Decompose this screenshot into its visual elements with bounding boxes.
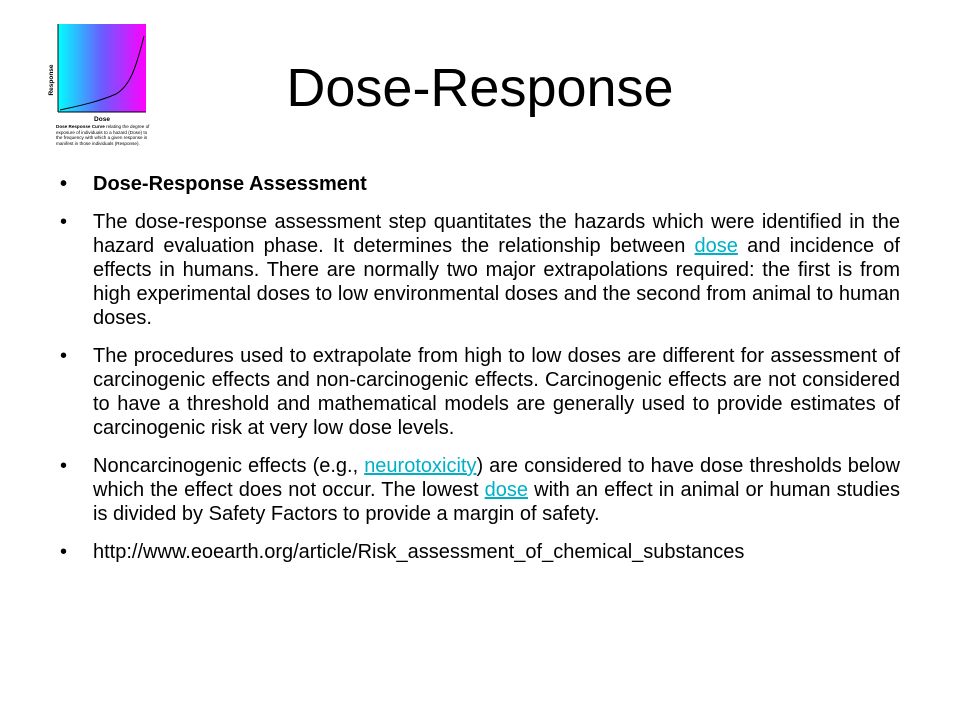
bullet-item [60, 454, 900, 526]
neurotoxicity-link[interactable]: neurotoxicity [364, 455, 477, 477]
dose-link[interactable]: dose [694, 235, 738, 257]
dose-link[interactable]: dose [484, 479, 529, 501]
thumbnail-x-label: Dose [94, 116, 110, 123]
bullet-item [60, 210, 900, 330]
bullet-text: with an effect in animal or human studies is divided by Safety Factors to provide a margin of safety. [93, 479, 900, 525]
bullet-text: and incidence of effects in humans. There are normally two major extrapolations required: the first is from high experimental doses to low environmental doses and the second from animal to human doses. [93, 235, 900, 329]
source-url: http://www.eoearth.org/article/Risk_assessment_of_chemical_substances [93, 541, 745, 563]
bullet-text: Dose-Response Assessment [93, 173, 367, 195]
bullet-marker: • [60, 173, 68, 195]
thumbnail-caption-title: Dose Response Curve [56, 124, 105, 129]
bullet-text: ) are considered to have dose thresholds below which the effect does not occur. The lowest [93, 455, 900, 501]
slide-title: Dose-Response [286, 58, 674, 118]
thumbnail-caption-text: relating the degree of exposure of individuals to a hazard (Dose) to the frequency with which a given response is manifest in those individuals (Response). [56, 124, 150, 146]
bullet-marker: • [60, 541, 68, 563]
bullet-list [60, 172, 900, 578]
bullet-item [60, 344, 900, 440]
bullet-marker: • [60, 211, 68, 233]
bullet-text: The procedures used to extrapolate from high to low doses are different for assessment of carcinogenic effects and non-carcinogenic effects. Carcinogenic effects are not considered to have a threshold and mathematical models are generally used to provide estimates of carcinogenic risk at very low dose levels. [93, 345, 900, 439]
bullet-item [60, 540, 900, 564]
thumbnail-y-label: Response [48, 64, 55, 96]
bullet-item [60, 172, 900, 196]
bullet-marker: • [60, 455, 68, 477]
bullet-text: The dose-response assessment step quantitates the hazards which were identified in the hazard evaluation phase. It determines the relationship between [93, 211, 900, 257]
bullet-text: Noncarcinogenic effects (e.g., [93, 455, 365, 477]
bullet-marker: • [60, 345, 68, 367]
